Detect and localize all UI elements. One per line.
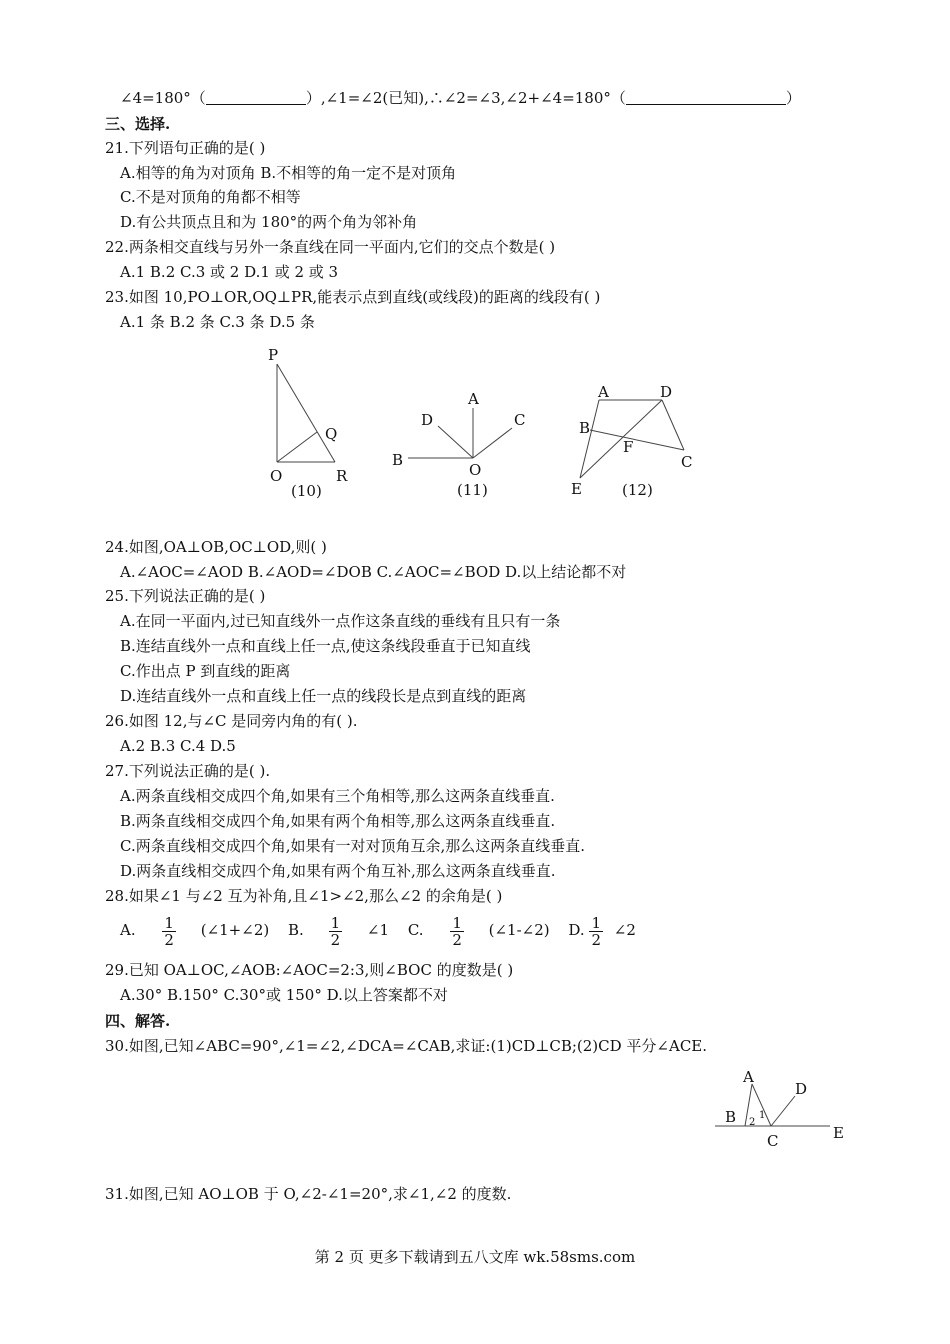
question-25-option-d: D.连结直线外一点和直线上任一点的线段长是点到直线的距离: [120, 687, 527, 705]
question-25-stem: 25.下列说法正确的是( ): [105, 587, 266, 605]
option-c-text: (∠1-∠2): [488, 921, 550, 939]
label-a: A: [468, 390, 479, 408]
label-e: E: [571, 480, 582, 498]
caption-fig11: (11): [457, 481, 488, 499]
label-d: D: [660, 383, 673, 401]
angle-label-1: 1: [759, 1110, 766, 1121]
question-27-option-d: D.两条直线相交成四个角,如果有两个角互补,那么这两条直线垂直.: [120, 862, 556, 880]
label-c: C: [681, 453, 693, 471]
label-q: Q: [325, 425, 338, 443]
question-25-option-b: B.连结直线外一点和直线上任一点,使这条线段垂直于已知直线: [120, 637, 531, 655]
question-21-option-ab: A.相等的角为对顶角 B.不相等的角一定不是对顶角: [120, 164, 457, 182]
label-d: D: [421, 411, 434, 429]
label-c: C: [514, 411, 526, 429]
answer-blank-2[interactable]: [626, 90, 786, 105]
question-28-stem: 28.如果∠1 与∠2 互为补角,且∠1>∠2,那么∠2 的余角是( ): [105, 887, 503, 905]
question-26-stem: 26.如图 12,与∠C 是同旁内角的有( ).: [105, 712, 358, 730]
label-o: O: [469, 461, 482, 479]
figure-30: [705, 1062, 865, 1152]
page-footer: 第 2 页 更多下载请到五八文库 wk.58sms.com: [314, 1248, 636, 1266]
question-27-option-b: B.两条直线相交成四个角,如果有两个角相等,那么这两条直线垂直.: [120, 812, 556, 830]
option-a-text: (∠1+∠2): [200, 921, 270, 939]
label-b: B: [725, 1108, 737, 1126]
label-a: A: [598, 383, 609, 401]
question-27-option-a: A.两条直线相交成四个角,如果有三个角相等,那么这两条直线垂直.: [120, 787, 555, 805]
fill-text-1: ∠4=180°（: [120, 89, 206, 107]
fill-in-line: [120, 88, 801, 108]
fraction-one-half: $\frac{1}{2}$: [164, 913, 174, 949]
figure-10: [277, 364, 338, 462]
line-od: [438, 426, 473, 458]
figures-10-11-12: [0, 340, 950, 510]
question-27-option-c: C.两条直线相交成四个角,如果有一对对顶角互余,那么这两条直线垂直.: [120, 837, 586, 855]
question-27-stem: 27.下列说法正确的是( ).: [105, 762, 271, 780]
option-d-text: ∠2: [613, 921, 636, 939]
fill-text-3: ）: [785, 89, 801, 107]
label-p: P: [268, 346, 279, 364]
question-24-stem: 24.如图,OA⊥OB,OC⊥OD,则( ): [105, 538, 327, 556]
line-ed: [580, 400, 662, 478]
fraction-one-half: $\frac{1}{2}$: [330, 913, 341, 949]
section-heading-answer: 四、解答.: [105, 1012, 171, 1030]
question-31-stem: 31.如图,已知 AO⊥OB 于 O,∠2-∠1=20°,求∠1,∠2 的度数.: [105, 1185, 512, 1203]
question-22-stem: 22.两条相交直线与另外一条直线在同一平面内,它们的交点个数是( ): [105, 238, 556, 256]
line-ae: [580, 400, 599, 478]
question-29-options: A.30° B.150° C.30°或 150° D.以上答案都不对: [120, 986, 448, 1004]
option-c-label: C.: [407, 921, 424, 939]
option-a-label: A.: [120, 921, 136, 939]
question-25-option-c: C.作出点 P 到直线的距离: [120, 662, 291, 680]
label-b: B: [392, 451, 404, 469]
question-21-option-d: D.有公共顶点且和为 180°的两个角为邻补角: [120, 213, 418, 231]
label-a: A: [743, 1068, 754, 1086]
line-pr: [277, 364, 338, 462]
question-21-option-c: C.不是对顶角的角都不相等: [120, 188, 301, 206]
question-29-stem: 29.已知 OA⊥OC,∠AOB:∠AOC=2:3,则∠BOC 的度数是( ): [105, 961, 514, 979]
label-d: D: [795, 1080, 808, 1098]
section-heading-choice: 三、选择.: [105, 115, 171, 133]
fraction-one-half: $\frac{1}{2}$: [452, 913, 462, 949]
line-bc: [590, 430, 684, 450]
label-r: R: [336, 467, 348, 485]
question-23-options: A.1 条 B.2 条 C.3 条 D.5 条: [120, 313, 315, 331]
question-23-stem: 23.如图 10,PO⊥OR,OQ⊥PR,能表示点到直线(或线段)的距离的线段有( ): [105, 288, 601, 306]
answer-blank-1[interactable]: [206, 90, 306, 105]
question-24-options: A.∠AOC=∠AOD B.∠AOD=∠DOB C.∠AOC=∠BOD D.以上结论都不对: [120, 563, 627, 581]
label-b: B: [579, 419, 591, 437]
question-30-stem: 30.如图,已知∠ABC=90°,∠1=∠2,∠DCA=∠CAB,求证:(1)CD⊥CB;(2)CD 平分∠ACE.: [105, 1037, 708, 1055]
line-oq: [277, 432, 317, 462]
question-25-option-a: A.在同一平面内,过已知直线外一点作这条直线的垂线有且只有一条: [120, 612, 561, 630]
caption-fig12: (12): [622, 481, 653, 499]
label-f: F: [623, 438, 634, 456]
line-oc: [473, 428, 512, 458]
option-b-text: ∠1: [366, 921, 390, 939]
line-dc: [662, 400, 684, 450]
angle-label-2: 2: [749, 1117, 756, 1128]
fraction-one-half: $\frac{1}{2}$: [591, 913, 602, 949]
label-c: C: [767, 1132, 779, 1150]
fill-text-2: ）,∠1=∠2(已知),∴∠2=∠3,∠2+∠4=180°（: [305, 89, 626, 107]
question-22-options: A.1 B.2 C.3 或 2 D.1 或 2 或 3: [120, 263, 339, 281]
label-e: E: [833, 1124, 844, 1142]
option-d-label: D.: [568, 921, 585, 939]
caption-fig10: (10): [291, 482, 322, 500]
option-b-label: B.: [288, 921, 304, 939]
question-28-options: [120, 912, 636, 948]
question-21-stem: 21.下列语句正确的是( ): [105, 139, 266, 157]
question-26-options: A.2 B.3 C.4 D.5: [120, 737, 236, 755]
label-o: O: [270, 467, 283, 485]
line-cd: [771, 1096, 795, 1126]
